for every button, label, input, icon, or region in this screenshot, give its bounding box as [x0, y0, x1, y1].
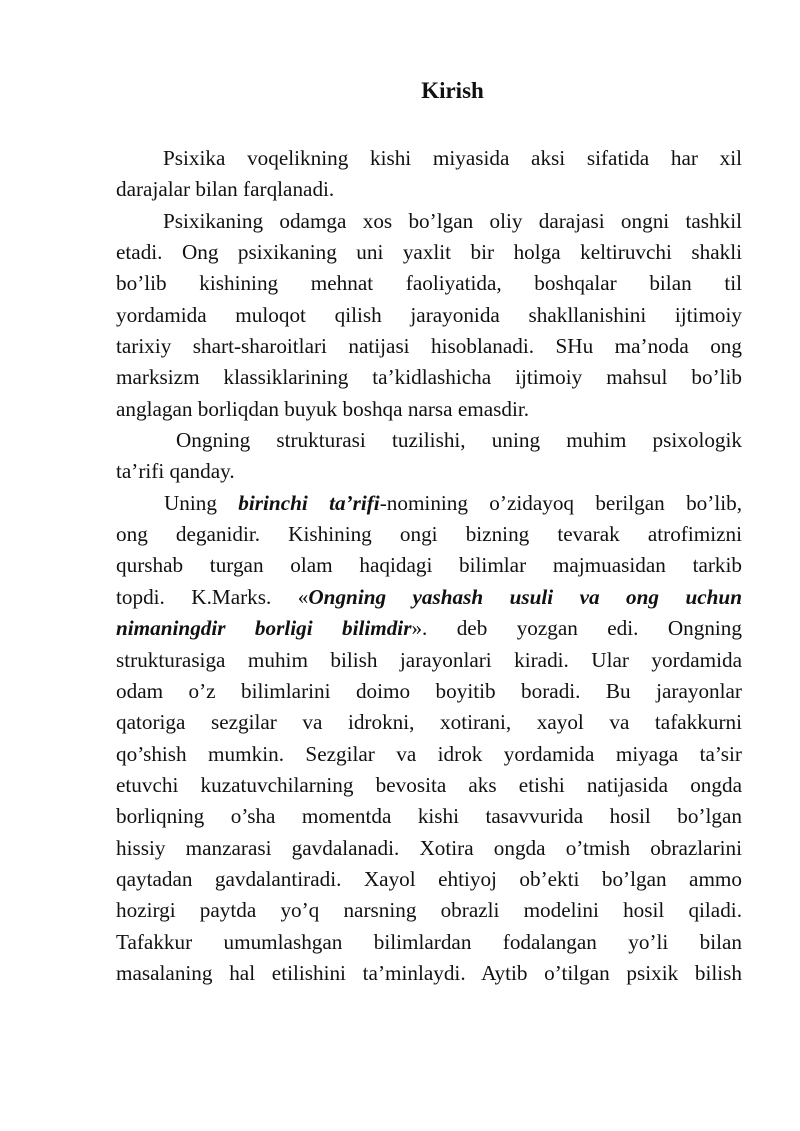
text-line: Ongning strukturasi tuzilishi, uning muhim psixologik: [176, 428, 742, 453]
text-line: etadi. Ong psixikaning uni yaxlit bir holga keltiruvchi shakli: [116, 240, 742, 265]
text-line: qatoriga sezgilar va idrokni, xotirani, xayol va tafakkurni: [116, 710, 742, 735]
emphasis-text: birinchi ta’rifi: [238, 490, 380, 515]
text-line: bo’lib kishining mehnat faoliyatida, boshqalar bilan til: [116, 271, 742, 296]
text-line: Tafakkur umumlashgan bilimlardan fodalangan yo’li bilan: [116, 929, 742, 954]
text-line: Psixikaning odamga xos bo’lgan oliy darajasi ongni tashkil: [163, 208, 742, 233]
text-line: hozirgi paytda yo’q narsning obrazli modelini hosil qiladi.: [116, 898, 742, 923]
text-line: yordamida muloqot qilish jarayonida shakllanishini ijtimoiy: [116, 302, 742, 327]
text-line: odam o’z bilimlarini doimo boyitib boradi. Bu jarayonlar: [116, 678, 742, 703]
text-line: darajalar bilan farqlanadi.: [116, 177, 335, 202]
text-line: anglagan borliqdan buyuk boshqa narsa emasdir.: [116, 396, 530, 421]
text-line: hissiy manzarasi gavdalanadi. Xotira ongda o’tmish obrazlarini: [116, 835, 742, 860]
text-line: nimaningdir borligi bilimdir». deb yozgan edi. Ongning: [116, 616, 742, 641]
text-line: qaytadan gavdalantiradi. Xayol ehtiyoj ob’ekti bo’lgan ammo: [116, 866, 742, 891]
text-line: ta’rifi qanday.: [116, 459, 235, 484]
text-line: topdi. K.Marks. «Ongning yashash usuli va ong uchun: [116, 584, 743, 609]
text-line: Uning birinchi ta’rifi-nomining o’zidayoq berilgan bo’lib,: [164, 490, 742, 515]
quote-text: nimaningdir borligi bilimdir: [116, 616, 412, 641]
text-line: qo’shish mumkin. Sezgilar va idrok yordamida miyaga ta’sir: [116, 741, 742, 766]
body-text: [116, 143, 742, 989]
text-line: masalaning hal etilishini ta’minlaydi. Aytib o’tilgan psixik bilish: [116, 960, 742, 985]
text-line: Psixika voqelikning kishi miyasida aksi sifatida har xil: [163, 146, 742, 170]
text-line: borliqning o’sha momentda kishi tasavvurida hosil bo’lgan: [116, 804, 742, 829]
text-line: ong deganidir. Kishining ongi bizning tevarak atrofimizni: [116, 522, 742, 547]
text-line: strukturasiga muhim bilish jarayonlari kiradi. Ular yordamida: [116, 647, 742, 672]
page-title: Kirish: [421, 78, 484, 103]
text-line: qurshab turgan olam haqidagi bilimlar majmuasidan tarkib: [116, 553, 742, 578]
text-line: marksizm klassiklarining ta’kidlashicha ijtimoiy mahsul bo’lib: [116, 365, 742, 390]
quote-text: Ongning yashash usuli va ong uchun: [308, 584, 743, 609]
text-line: etuvchi kuzatuvchilarning bevosita aks etishi natijasida ongda: [116, 772, 742, 797]
text-line: tarixiy shart-sharoitlari natijasi hisoblanadi. SHu ma’noda ong: [116, 334, 742, 359]
